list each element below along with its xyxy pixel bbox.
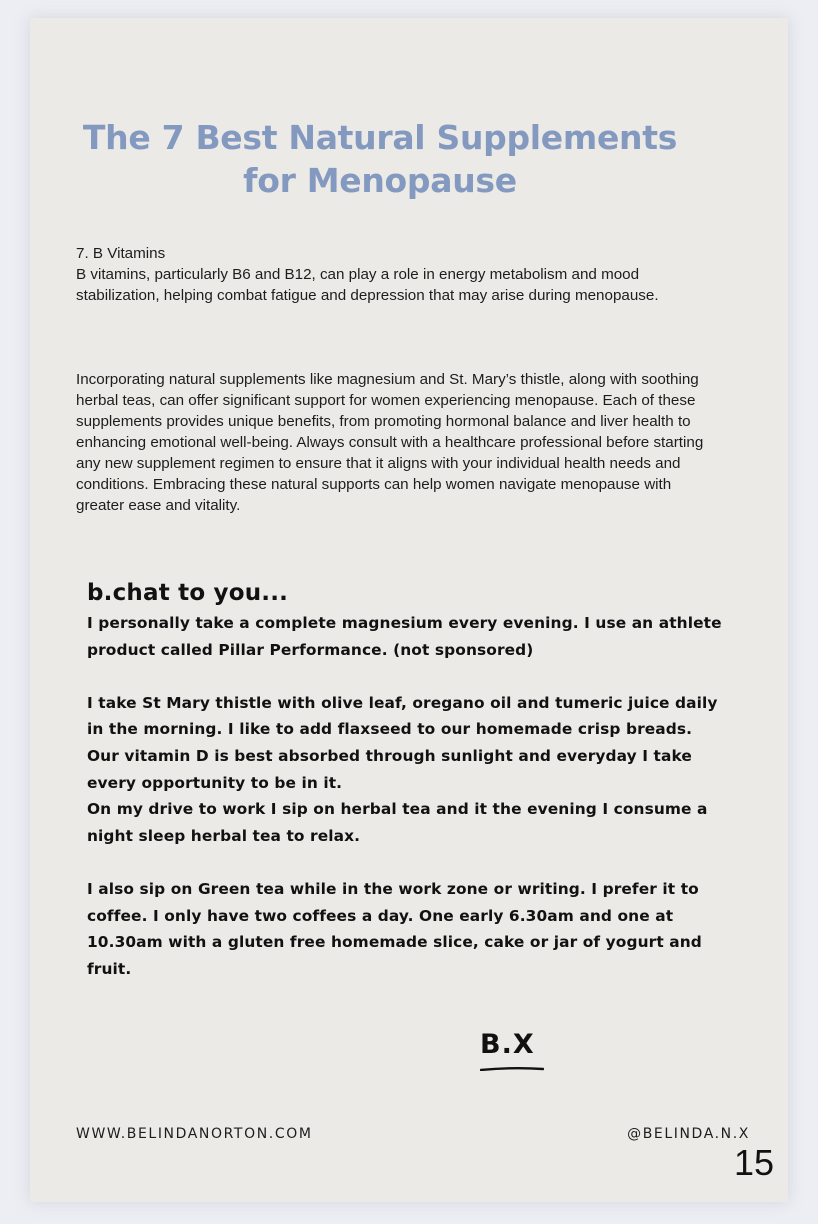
personal-note-heading: b.chat to you... xyxy=(87,580,289,606)
personal-note-body xyxy=(87,610,727,982)
conclusion-paragraph: Incorporating natural supplements like magnesium and St. Mary’s thistle, along with soothing herbal teas, can offer significant support for women experiencing menopause. Each of these supplements provides unique benefits, from promoting hormonal balance and liver health to enhancing emotional well-being. Always consult with a healthcare professional before starting any new supplement regimen to ensure that it aligns with your individual health needs and conditions. Embracing these natural supports can help women navigate menopause with greater ease and vitality. xyxy=(76,371,704,514)
page-number: 15 xyxy=(733,1142,774,1183)
section-heading: 7. B Vitamins xyxy=(76,245,166,262)
page-title xyxy=(30,116,730,202)
footer-website: WWW.BELINDANORTON.COM xyxy=(76,1126,313,1142)
note-paragraph: I take St Mary thistle with olive leaf, oregano oil and tumeric juice daily in the morning. I like to add flaxseed to our homemade crisp breads. Our vitamin D is best absorbed through sunlight and everyday I take every opportunity to be in it. xyxy=(87,693,718,792)
conclusion-section xyxy=(76,369,716,516)
title-line-2: for Menopause xyxy=(243,161,517,201)
b-vitamins-section xyxy=(76,243,716,306)
signature-underline xyxy=(480,1067,544,1071)
section-body: B vitamins, particularly B6 and B12, can play a role in energy metabolism and mood stabilization, helping combat fatigue and depression that may arise during menopause. xyxy=(76,266,659,304)
title-line-1: The 7 Best Natural Supplements xyxy=(82,118,678,158)
document-page xyxy=(30,18,788,1202)
note-paragraph: On my drive to work I sip on herbal tea and it the evening I consume a night sleep herbal tea to relax. xyxy=(87,800,708,845)
personal-note xyxy=(87,578,727,982)
signature: B.X xyxy=(480,1029,535,1060)
note-paragraph: I personally take a complete magnesium every evening. I use an athlete product called Pillar Performance. (not sponsored) xyxy=(87,614,722,659)
note-paragraph: I also sip on Green tea while in the work zone or writing. I prefer it to coffee. I only have two coffees a day. One early 6.30am and one at 10.30am with a gluten free homemade slice, cake or jar of yogurt and fruit. xyxy=(87,879,702,978)
footer-handle: @BELINDA.N.X xyxy=(627,1126,750,1142)
